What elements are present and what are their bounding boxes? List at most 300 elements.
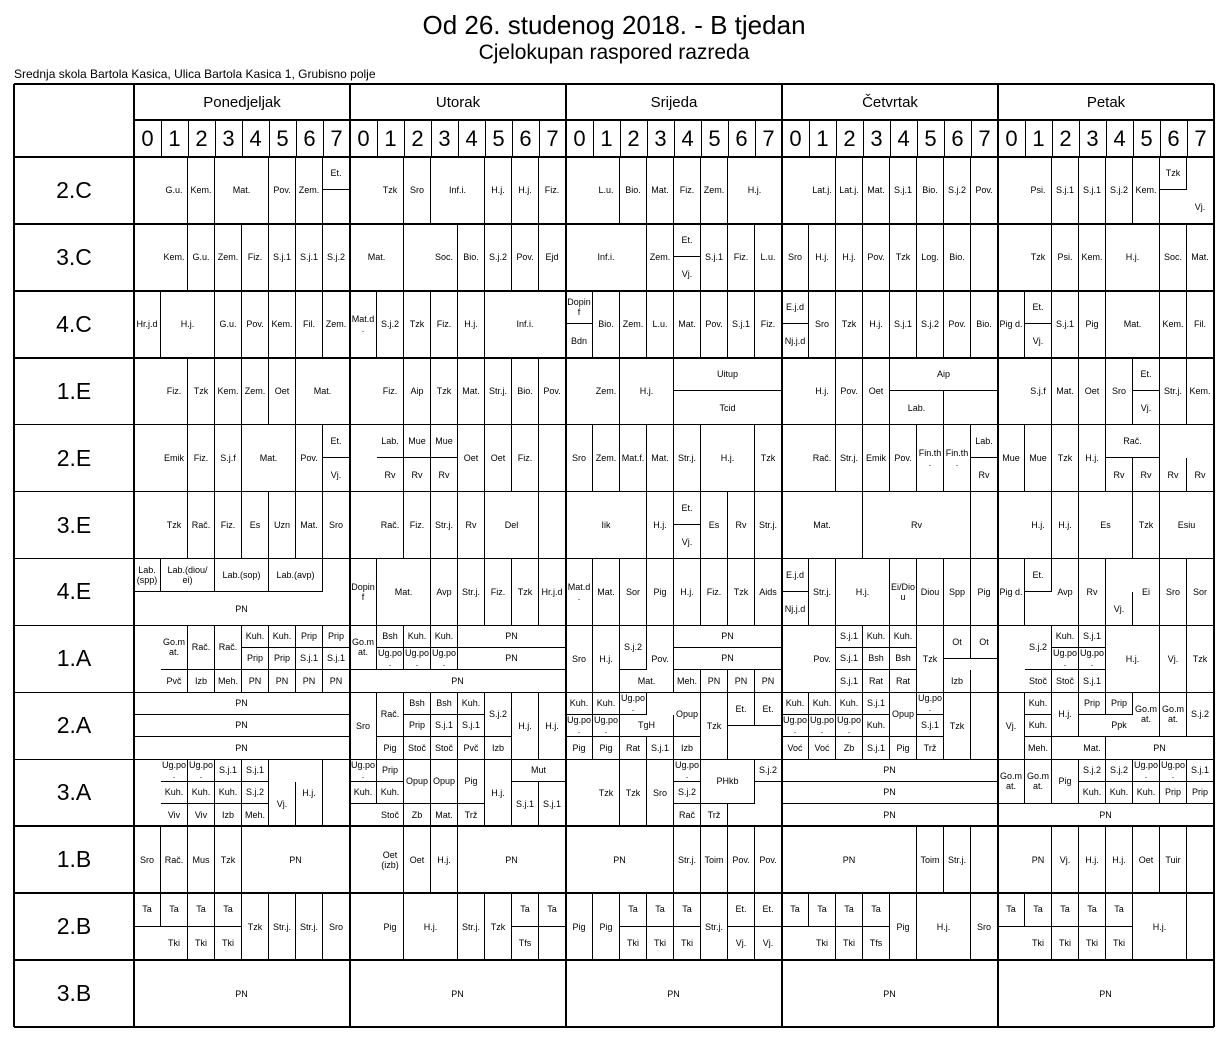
- grid-line: [863, 120, 864, 157]
- class-label: 2.A: [56, 712, 92, 739]
- lesson-cell: Bio.: [512, 358, 539, 425]
- lesson-cell: H.j.: [431, 826, 458, 893]
- lesson-cell: Ug.po .: [1079, 648, 1105, 669]
- lesson-cell: Kuh.: [1079, 782, 1106, 804]
- lesson-cell: S.j.2: [1106, 157, 1133, 224]
- lesson-cell: Tzk: [161, 492, 188, 559]
- lesson-cell: PN: [755, 670, 782, 692]
- lesson-cell: Pov.: [701, 291, 728, 358]
- day-separator: [349, 84, 351, 1027]
- hour-header: 1: [168, 125, 181, 151]
- lesson-cell: Sro: [323, 893, 350, 960]
- lesson-cell: Vj.: [728, 927, 755, 960]
- lesson-cell: H.j.: [1133, 893, 1187, 960]
- lesson-cell: S.j.2: [377, 291, 404, 358]
- hour-header: 0: [357, 125, 370, 151]
- lesson-cell: S.j.1: [1052, 291, 1079, 358]
- lesson-cell: Mat.: [593, 559, 620, 626]
- lesson-cell: S.j.1: [296, 648, 323, 670]
- lesson-cell: Go.m at.: [1160, 692, 1187, 737]
- school-info: Srednja skola Bartola Kasica, Ulica Bartola Kasica 1, Grubisno polje: [14, 67, 376, 81]
- lesson-cell: Tzk: [701, 692, 728, 759]
- hour-header: 3: [654, 125, 667, 151]
- grid-line: [377, 120, 378, 157]
- lesson-cell: H.j.: [539, 692, 566, 759]
- lesson-cell: Kem.: [1133, 157, 1160, 224]
- lesson-cell: Meh.: [242, 804, 269, 826]
- day-separator: [997, 84, 999, 1027]
- lesson-cell: S.j.2: [485, 224, 512, 291]
- row-separator: [14, 825, 1214, 827]
- lesson-cell: PN: [134, 960, 350, 1027]
- grid-line: [971, 120, 972, 157]
- lesson-cell: Rač.: [188, 625, 215, 670]
- day-header: Ponedjeljak: [203, 93, 281, 111]
- lesson-cell: Zem.: [593, 425, 620, 492]
- lesson-cell: Oet: [404, 826, 431, 893]
- lesson-cell: Sro: [971, 893, 998, 960]
- lesson-cell: Trž: [917, 737, 944, 759]
- lesson-cell: S.j.1: [728, 291, 755, 358]
- lesson-cell: Oet: [485, 425, 512, 492]
- lesson-cell: Et.: [728, 692, 755, 725]
- lesson-cell: S.j.2: [485, 692, 512, 737]
- lesson-cell: Tki: [620, 927, 647, 960]
- lesson-cell: S.j.2: [1106, 759, 1133, 781]
- lesson-cell: PN: [269, 670, 296, 692]
- hour-header: 0: [789, 125, 802, 151]
- lesson-cell: PN: [566, 826, 674, 893]
- lesson-cell: Sro: [134, 826, 161, 893]
- lesson-cell: Ta: [215, 893, 242, 926]
- lesson-cell: Tzk: [620, 759, 647, 826]
- lesson-cell: Lat.j.: [836, 157, 863, 224]
- lesson-cell: Rv: [377, 458, 404, 491]
- lesson-cell: Fiz.: [701, 559, 728, 626]
- lesson-cell: Tzk: [431, 358, 458, 425]
- lesson-cell: Lab.: [890, 391, 944, 424]
- lesson-cell: Kuh.: [566, 692, 593, 714]
- lesson-cell: Oet: [458, 425, 485, 492]
- lesson-cell: H.j.: [1025, 492, 1052, 559]
- grid-line: [701, 120, 702, 157]
- lesson-cell: Str.j.: [269, 893, 296, 960]
- row-separator: [14, 692, 1214, 694]
- lesson-cell: Prip: [323, 625, 350, 647]
- lesson-cell: S.j.1: [890, 291, 917, 358]
- lesson-cell: Fiz.: [512, 425, 539, 492]
- lesson-cell: Stoč: [404, 737, 431, 759]
- lesson-cell: Es: [1079, 492, 1133, 559]
- lesson-cell: Tki: [1025, 927, 1052, 960]
- hour-header: 3: [1086, 125, 1099, 151]
- lesson-cell: Ug.po .: [566, 715, 592, 736]
- day-header: Srijeda: [650, 93, 698, 111]
- lesson-cell: Lab.(sop): [215, 559, 269, 592]
- grid-line: [917, 120, 918, 157]
- page-title: Od 26. studenog 2018. - B tjedan: [422, 10, 806, 40]
- lesson-cell: Zem.: [215, 224, 242, 291]
- lesson-cell: Fiz.: [674, 157, 701, 224]
- lesson-cell: H.j.: [1106, 625, 1160, 692]
- lesson-cell: Pig: [458, 759, 485, 804]
- lesson-cell: G.u.: [188, 224, 215, 291]
- lesson-cell: Mat.: [296, 358, 350, 425]
- lesson-cell: Go.m at.: [161, 625, 188, 670]
- lesson-cell: S.j.1: [701, 224, 728, 291]
- grid-line: [755, 120, 756, 157]
- lesson-cell: Tki: [1079, 927, 1106, 960]
- lesson-cell: Tki: [836, 927, 863, 960]
- lesson-cell: Str.j.: [458, 893, 485, 960]
- lesson-cell: PN: [998, 804, 1214, 826]
- lesson-cell: Kem.: [1079, 224, 1106, 291]
- class-label: 4.E: [56, 578, 92, 605]
- lesson-cell: H.j.: [836, 224, 863, 291]
- lesson-cell: Ppk: [1079, 715, 1160, 737]
- lesson-cell: E.j.d: [782, 291, 809, 324]
- lesson-cell: S.j.1: [890, 157, 917, 224]
- lesson-cell: Vj.: [755, 927, 782, 960]
- lesson-cell: Spp: [944, 559, 971, 626]
- lesson-cell: S.j.1: [242, 759, 269, 781]
- lesson-cell: Ug.po .: [620, 693, 646, 714]
- lesson-cell: PN: [1106, 737, 1214, 759]
- lesson-cell: Pig: [890, 893, 917, 960]
- lesson-cell: Ug.po .: [1160, 759, 1186, 780]
- hour-header: 7: [330, 125, 343, 151]
- lesson-cell: Aip: [404, 358, 431, 425]
- lesson-cell: S.j.1: [1079, 625, 1106, 647]
- lesson-cell: Kuh.: [404, 625, 431, 647]
- lesson-cell: Kuh.: [863, 715, 890, 737]
- lesson-cell: Ug.po .: [917, 693, 943, 714]
- hour-header: 1: [1032, 125, 1045, 151]
- lesson-cell: Ta: [134, 893, 161, 926]
- row-separator: [14, 357, 1214, 359]
- lesson-cell: Tzk: [1187, 625, 1214, 692]
- lesson-cell: Es: [701, 492, 728, 559]
- lesson-cell: Fiz.: [539, 157, 566, 224]
- lesson-cell: Ta: [674, 893, 701, 926]
- lesson-cell: Pig: [377, 893, 404, 960]
- grid-line: [539, 120, 540, 157]
- hour-header: 1: [816, 125, 829, 151]
- lesson-cell: Sro: [350, 692, 377, 759]
- lesson-cell: Rv: [1079, 559, 1106, 626]
- lesson-cell: Str.j.: [809, 559, 836, 626]
- lesson-cell: PN: [458, 648, 566, 670]
- lesson-cell: S.j.2: [620, 625, 647, 670]
- lesson-cell: Bio.: [620, 157, 647, 224]
- lesson-cell: Et.: [755, 893, 782, 926]
- lesson-cell: Ta: [836, 893, 863, 926]
- lesson-cell: S.j.1: [836, 648, 863, 670]
- lesson-cell: Sro: [647, 759, 674, 826]
- lesson-cell: Ug.po .: [593, 715, 619, 736]
- lesson-cell: Sro: [1160, 559, 1187, 626]
- grid-line: [512, 120, 513, 157]
- lesson-cell: Pig: [593, 737, 620, 759]
- lesson-cell: Ta: [998, 893, 1025, 926]
- lesson-cell: Prip: [269, 648, 296, 670]
- lesson-cell: Dopin f: [566, 291, 593, 324]
- lesson-cell: PN: [674, 625, 782, 647]
- lesson-cell: Ug.po .: [377, 648, 403, 669]
- lesson-cell: PHkb: [701, 759, 755, 804]
- lesson-cell: Rač.: [809, 425, 836, 492]
- lesson-cell: Str.j.: [674, 826, 701, 893]
- lesson-cell: Uzn: [269, 492, 296, 559]
- lesson-cell: PN: [674, 648, 782, 670]
- lesson-cell: H.j.: [1106, 224, 1160, 291]
- lesson-cell: Toim: [917, 826, 944, 893]
- lesson-cell: Pov.: [944, 291, 971, 358]
- lesson-cell: H.j.: [1052, 692, 1079, 737]
- lesson-cell: Meh.: [1025, 737, 1052, 759]
- lesson-cell: Tki: [161, 927, 188, 960]
- class-label: 1.B: [56, 846, 92, 873]
- hour-header: 5: [924, 125, 937, 151]
- lesson-cell: Tzk: [1025, 224, 1052, 291]
- lesson-cell: Fiz.: [485, 559, 512, 626]
- lesson-cell: Et.: [323, 425, 350, 458]
- grid-line: [431, 120, 432, 157]
- lesson-cell: Tki: [1052, 927, 1079, 960]
- lesson-cell: H.j.: [1079, 826, 1106, 893]
- lesson-cell: Et.: [1133, 358, 1160, 391]
- lesson-cell: Rv: [863, 492, 971, 559]
- row-separator: [14, 959, 1214, 961]
- day-header: Petak: [1086, 93, 1126, 111]
- lesson-cell: Nj.j.d: [782, 592, 809, 625]
- lesson-cell: Kem.: [269, 291, 296, 358]
- lesson-cell: Inf.i.: [566, 224, 647, 291]
- lesson-cell: Kuh.: [161, 782, 188, 804]
- lesson-cell: Fiz.: [161, 358, 188, 425]
- hour-header: 1: [384, 125, 397, 151]
- lesson-cell: Psi.: [1025, 157, 1052, 224]
- lesson-cell: Rač.: [1106, 425, 1160, 458]
- hour-header: 7: [1194, 125, 1207, 151]
- lesson-cell: Vj.: [1187, 190, 1214, 223]
- hour-header: 7: [978, 125, 991, 151]
- lesson-cell: Vj.: [998, 692, 1025, 759]
- lesson-cell: S.j.2: [242, 782, 269, 804]
- lesson-cell: S.j.1: [1187, 759, 1214, 781]
- lesson-cell: S.j.2: [1079, 759, 1106, 781]
- lesson-cell: Ug.po .: [350, 759, 376, 780]
- lesson-cell: S.j.2: [917, 291, 944, 358]
- lesson-cell: Ug.po .: [404, 648, 430, 669]
- lesson-cell: Ug.po .: [161, 759, 187, 780]
- row-separator: [14, 759, 1214, 761]
- lesson-cell: Mat.: [863, 157, 890, 224]
- hour-header: 7: [546, 125, 559, 151]
- page-subtitle: Cjelokupan raspored razreda: [478, 41, 750, 64]
- row-separator: [14, 290, 1214, 292]
- lesson-cell: Go.m at.: [998, 759, 1025, 804]
- hour-header: 4: [897, 125, 910, 151]
- lesson-cell: S.j.f: [215, 425, 242, 492]
- lesson-cell: Ta: [863, 893, 890, 926]
- lesson-cell: PN: [134, 715, 350, 737]
- lesson-cell: H.j.: [863, 291, 890, 358]
- lesson-cell: Pig: [1052, 759, 1079, 804]
- lesson-cell: Opup: [431, 759, 458, 804]
- lesson-cell: S.j.1: [458, 715, 485, 737]
- lesson-cell: Ot: [944, 625, 971, 658]
- lesson-cell: Ug.po .: [836, 715, 862, 736]
- lesson-cell: Et.: [755, 692, 782, 725]
- lesson-cell: Vj.: [323, 458, 350, 491]
- hour-header: 6: [735, 125, 748, 151]
- lesson-cell: S.j.1: [863, 737, 890, 759]
- lesson-cell: Kuh.: [188, 782, 215, 804]
- lesson-cell: Iik: [566, 492, 647, 559]
- lesson-cell: Rv: [971, 458, 998, 491]
- lesson-cell: PN: [134, 592, 350, 625]
- class-label: 3.B: [56, 980, 92, 1007]
- lesson-cell: Pig: [566, 893, 593, 960]
- grid-line: [944, 120, 945, 157]
- lesson-cell: Mat.d .: [350, 291, 377, 358]
- lesson-cell: Tzk: [944, 692, 971, 759]
- lesson-cell: PN: [1025, 826, 1052, 893]
- lesson-cell: L.u.: [755, 224, 782, 291]
- lesson-cell: Et.: [674, 492, 701, 525]
- lesson-cell: Sor: [620, 559, 647, 626]
- lesson-cell: H.j.: [458, 291, 485, 358]
- lesson-cell: H.j.: [1052, 492, 1079, 559]
- lesson-cell: Fiz.: [431, 291, 458, 358]
- lesson-cell: Ug.po .: [674, 759, 700, 780]
- lesson-cell: Kuh.: [242, 625, 269, 647]
- lesson-cell: Lab.: [377, 425, 404, 458]
- lesson-cell: Kuh.: [458, 692, 485, 714]
- lesson-cell: Inf.i.: [485, 291, 566, 358]
- lesson-cell: H.j.: [485, 759, 512, 826]
- lesson-cell: Mue: [998, 425, 1025, 492]
- day-separator: [781, 84, 783, 1027]
- lesson-cell: Str.j.: [674, 425, 701, 492]
- hour-header: 1: [600, 125, 613, 151]
- lesson-cell: S.j.2: [674, 782, 701, 804]
- lesson-cell: Pov.: [647, 625, 674, 692]
- lesson-cell: Mat.: [647, 425, 674, 492]
- lesson-cell: Tzk: [1160, 157, 1187, 190]
- lesson-cell: Fin.th .: [944, 425, 971, 492]
- lesson-cell: PN: [782, 804, 998, 826]
- grid-line: [1025, 120, 1026, 157]
- lesson-cell: Kuh.: [1025, 692, 1052, 714]
- lesson-cell: Et.: [323, 157, 350, 190]
- lesson-cell: Bsh: [890, 648, 917, 670]
- lesson-cell: Kem.: [1160, 291, 1187, 358]
- lesson-cell: Ei: [1133, 559, 1160, 626]
- lesson-cell: Ug.po .: [809, 715, 835, 736]
- lesson-cell: S.j.1: [215, 759, 242, 781]
- lesson-cell: Pov.: [539, 358, 566, 425]
- lesson-cell: H.j.: [836, 559, 890, 626]
- hour-header: 7: [762, 125, 775, 151]
- lesson-cell: Pov.: [971, 157, 998, 224]
- lesson-cell: Tzk: [377, 157, 404, 224]
- lesson-cell: Tki: [215, 927, 242, 960]
- class-label: 1.E: [56, 377, 92, 404]
- lesson-cell: Viv: [188, 804, 215, 826]
- lesson-cell: Prip: [1106, 692, 1133, 714]
- hour-header: 6: [1167, 125, 1180, 151]
- grid-line: [728, 120, 729, 157]
- lesson-cell: Sro: [404, 157, 431, 224]
- lesson-cell: Fin.th .: [917, 425, 944, 492]
- lesson-cell: H.j.: [647, 492, 674, 559]
- lesson-cell: Pig: [1079, 291, 1106, 358]
- lesson-cell: Kuh.: [431, 625, 458, 647]
- lesson-cell: Meh.: [215, 670, 242, 692]
- lesson-cell: Tzk: [755, 425, 782, 492]
- hour-header: 4: [681, 125, 694, 151]
- grid-line: [133, 84, 135, 1027]
- lesson-cell: Pig: [647, 559, 674, 626]
- lesson-cell: Sro: [566, 425, 593, 492]
- hour-header: 2: [1059, 125, 1072, 151]
- hour-header: 4: [1113, 125, 1126, 151]
- lesson-cell: Mat.: [350, 224, 404, 291]
- lesson-cell: Tzk: [890, 224, 917, 291]
- lesson-cell: Et.: [728, 893, 755, 926]
- lesson-cell: Dopin f: [350, 559, 377, 626]
- grid-line: [809, 120, 810, 157]
- lesson-cell: Pov.: [512, 224, 539, 291]
- lesson-cell: Rv: [728, 492, 755, 559]
- lesson-cell: PN: [323, 670, 350, 692]
- grid-line: [1160, 120, 1161, 157]
- lesson-cell: Rv: [404, 458, 431, 491]
- lesson-cell: Str.j.: [296, 893, 323, 960]
- lesson-cell: Pvč: [458, 737, 485, 759]
- lesson-cell: H.j.: [809, 358, 836, 425]
- lesson-cell: Lab.(avp): [269, 559, 323, 592]
- lesson-cell: Pig: [593, 893, 620, 960]
- class-label: 2.C: [56, 176, 92, 203]
- lesson-cell: Lab.: [971, 425, 998, 458]
- lesson-cell: Fiz.: [188, 425, 215, 492]
- lesson-cell: Fil.: [1187, 291, 1214, 358]
- lesson-cell: H.j.: [728, 157, 782, 224]
- lesson-cell: Mue: [1025, 425, 1052, 492]
- lesson-cell: Pig d.: [998, 559, 1025, 626]
- lesson-cell: Pov.: [890, 425, 917, 492]
- lesson-cell: H.j.: [485, 157, 512, 224]
- lesson-cell: Soc.: [1160, 224, 1187, 291]
- lesson-cell: Fiz.: [215, 492, 242, 559]
- lesson-cell: Mat.f.: [620, 425, 647, 492]
- lesson-cell: Emik: [863, 425, 890, 492]
- lesson-cell: Fil.: [296, 291, 323, 358]
- lesson-cell: Zem.: [620, 291, 647, 358]
- lesson-cell: Aids: [755, 559, 782, 626]
- lesson-cell: Zem.: [296, 157, 323, 224]
- lesson-cell: Kuh.: [1106, 782, 1133, 804]
- lesson-cell: Psi.: [1052, 224, 1079, 291]
- lesson-cell: Trž: [701, 804, 728, 826]
- lesson-cell: E.j.d: [782, 559, 809, 592]
- lesson-cell: Pig: [377, 737, 404, 759]
- grid-line: [242, 120, 243, 157]
- lesson-cell: Zem.: [323, 291, 350, 358]
